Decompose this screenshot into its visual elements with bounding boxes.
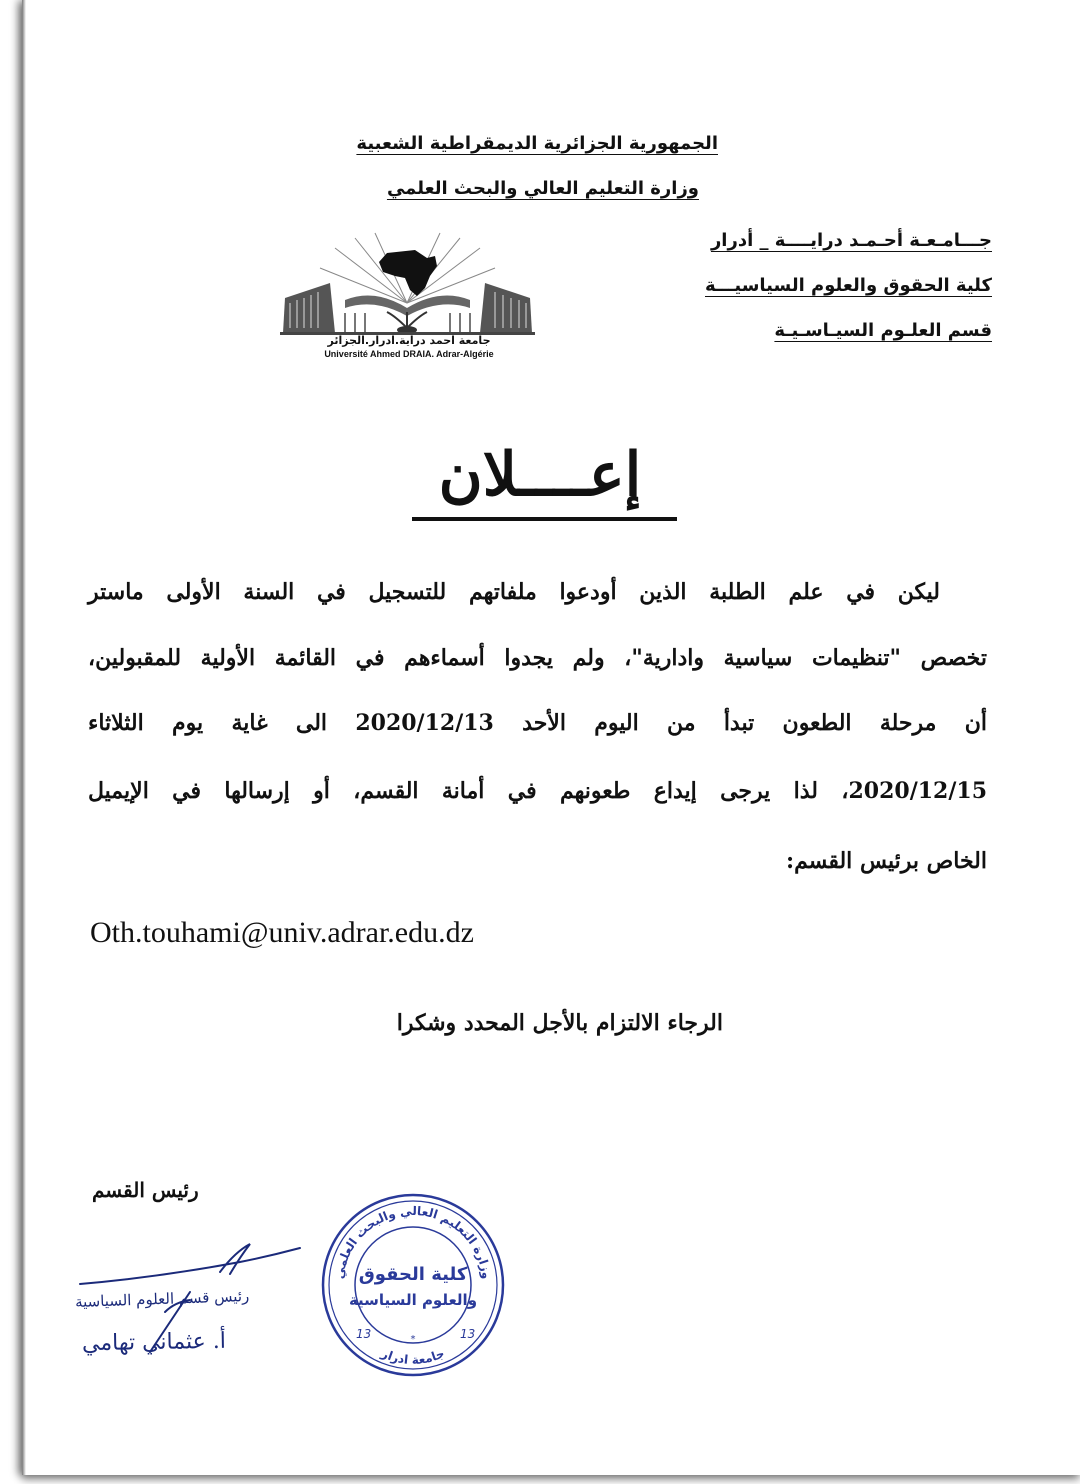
stamp-number-left: 13 [356,1327,372,1341]
body-line-1: ليكن في علم الطلبة الذين أودعوا ملفاتهم للتسجيل في السنة الأولى ماستر [88,579,940,605]
body-line-5: الخاص برئيس القسم: [785,848,987,874]
body-line-3: أن مرحلة الطعون تبدأ من اليوم الأحد 2020/12/13 الى غاية يوم الثلاثاء [88,710,987,736]
ministry-header: وزارة التعليم العالي والبحث العلمي [386,178,699,199]
department-head-title: رئيس القسم [92,1178,199,1202]
svg-text:*: * [410,1334,416,1345]
page-edge-shadow [22,0,26,1475]
signature-name-handwritten: أ. عثماني تهامي [81,1328,227,1357]
university-logo [275,228,540,368]
body-line-2: تخصص "تنظيمات سياسية وادارية"، ولم يجدوا أسماءهم في القائمة الأولية للمقبولين، [88,645,987,671]
title-underline [412,517,677,521]
logo-caption-french: Université Ahmed DRAIA. Adrar-Algérie [324,349,494,359]
stamp-center-line-1: كلية الحقوق [358,1264,468,1285]
svg-text:جامعة ادرار [378,1346,446,1367]
department-header: قسم العلـوم السيـاسـيـة [774,320,992,341]
official-stamp [318,1190,508,1380]
stamp-center-line-2: والعلوم السياسية [348,1291,478,1309]
stamp-bottom-text: جامعة ادرار [379,1346,447,1368]
closing-line: الرجاء الالتزام بالأجل المحدد وشكرا [396,1010,723,1036]
body-line-4: 2020/12/15، لذا يرجى إيداع طعونهم في أمانة القسم، أو إرسالها في الإيميل [88,778,987,804]
stamp-outer-text: وزارة التعليم العالي والبحث العلمي [332,1203,494,1280]
stamp-number-right: 13 [460,1327,476,1341]
university-header: جـــامـعـة أحـمـد درايــــة _ أدرار [710,230,992,251]
contact-email: Oth.touhami@univ.adrar.edu.dz [90,916,474,949]
announcement-title: إعــــلان [438,440,642,510]
faculty-header: كلية الحقوق والعلوم السياسيـــة [705,275,992,296]
signature-title-handwritten: رئيس قسم العلوم السياسية [74,1286,250,1312]
logo-caption-arabic: جامعة احمد دراية.ادرار.الجزائر [327,334,491,347]
republic-header: الجمهورية الجزائرية الديمقراطية الشعبية [356,133,718,154]
